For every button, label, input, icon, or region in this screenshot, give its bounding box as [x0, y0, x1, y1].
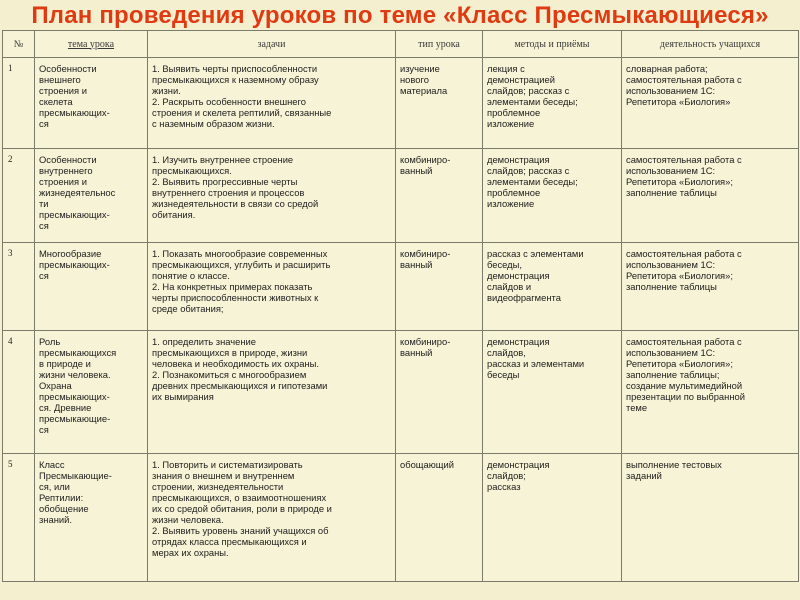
cell-type: комбиниро- ванный	[396, 149, 483, 243]
cell-methods: рассказ с элементами беседы, демонстрация слайдов и видеофрагмента	[483, 243, 622, 331]
lesson-plan-table	[2, 30, 799, 582]
cell-topic: Роль пресмыкающихся в природе и жизни человека. Охрана пресмыкающих- ся. Древние пресмыкающие- ся	[35, 331, 148, 454]
cell-tasks: 1. Изучить внутреннее строение пресмыкающихся. 2. Выявить прогрессивные черты внутреннего строения и процессов жизнедеятельности в связи со средой обитания.	[148, 149, 396, 243]
cell-activity: словарная работа; самостоятельная работа с использованием 1С: Репетитора «Биология»	[622, 58, 799, 149]
cell-methods: демонстрация слайдов; рассказ с элементами беседы; проблемное изложение	[483, 149, 622, 243]
cell-num: 5	[3, 454, 35, 582]
page-title: План проведения уроков по теме «Класс Пресмыкающиеся»	[31, 2, 769, 29]
table-row	[3, 243, 799, 331]
cell-activity: самостоятельная работа с использованием 1С: Репетитора «Биология»; заполнение таблицы; создание мультимедийной презентации по выбранной теме	[622, 331, 799, 454]
header-num: №	[3, 31, 35, 58]
cell-tasks: 1. Повторить и систематизировать знания о внешнем и внутреннем строении, жизнедеятельности пресмыкающихся, о взаимоотношениях их со средой обитания, роли в природе и жизни человека. 2. Выявить уровень знаний учащихся об отрядах класса пресмыкающихся и мерах их охраны.	[148, 454, 396, 582]
cell-topic: Особенности внешнего строения и скелета пресмыкающих- ся	[35, 58, 148, 149]
cell-activity: самостоятельная работа с использованием 1С: Репетитора «Биология»; заполнение таблицы	[622, 243, 799, 331]
header-activity: деятельность учащихся	[622, 31, 799, 58]
cell-methods: демонстрация слайдов, рассказ и элементами беседы	[483, 331, 622, 454]
cell-methods: демонстрация слайдов; рассказ	[483, 454, 622, 582]
header-methods: методы и приёмы	[483, 31, 622, 58]
table-row	[3, 58, 799, 149]
header-type: тип урока	[396, 31, 483, 58]
cell-topic: Особенности внутреннего строения и жизнедеятельнос ти пресмыкающих- ся	[35, 149, 148, 243]
header-topic	[35, 31, 148, 58]
table-header-row	[3, 31, 799, 58]
cell-topic: Многообразие пресмыкающих- ся	[35, 243, 148, 331]
cell-num: 4	[3, 331, 35, 454]
table-row	[3, 149, 799, 243]
table-row	[3, 454, 799, 582]
cell-type: комбиниро- ванный	[396, 331, 483, 454]
header-tasks: задачи	[148, 31, 396, 58]
cell-type: комбиниро- ванный	[396, 243, 483, 331]
cell-num: 3	[3, 243, 35, 331]
cell-methods: лекция с демонстрацией слайдов; рассказ с элементами беседы; проблемное изложение	[483, 58, 622, 149]
table-row	[3, 331, 799, 454]
cell-topic: Класс Пресмыкающие- ся, или Рептилии: обобщение знаний.	[35, 454, 148, 582]
cell-activity: выполнение тестовых заданий	[622, 454, 799, 582]
header-topic-label: тема урока	[67, 38, 115, 50]
cell-tasks: 1. определить значение пресмыкающихся в природе, жизни человека и необходимость их охраны. 2. Познакомиться с многообразием древних пресмыкающихся и гипотезами их вымирания	[148, 331, 396, 454]
cell-tasks: 1. Выявить черты приспособленности пресмыкающихся к наземному образу жизни. 2. Раскрыть особенности внешнего строения и скелета рептилий, связанные с наземным образом жизни.	[148, 58, 396, 149]
cell-activity: самостоятельная работа с использованием 1С: Репетитора «Биология»; заполнение таблицы	[622, 149, 799, 243]
cell-type: изучение нового материала	[396, 58, 483, 149]
cell-num: 2	[3, 149, 35, 243]
cell-num: 1	[3, 58, 35, 149]
cell-type: обощающий	[396, 454, 483, 582]
cell-tasks: 1. Показать многообразие современных пресмыкающихся, углубить и расширить понятие о классе. 2. На конкретных примерах показать черты приспособленности животных к среде обитания;	[148, 243, 396, 331]
